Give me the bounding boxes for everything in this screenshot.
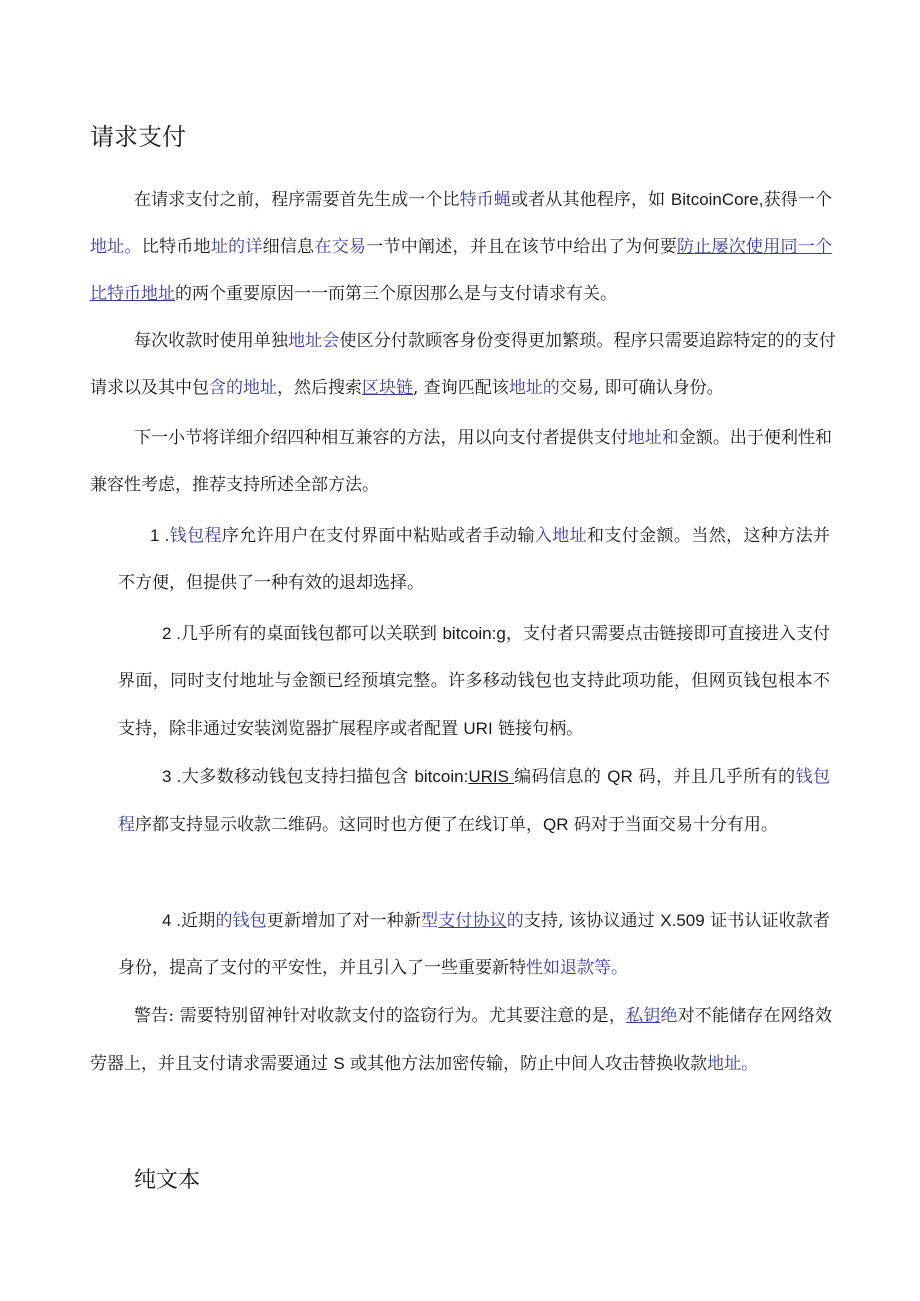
- list-item-method-3: [118, 753, 830, 849]
- text-run: 近期: [181, 911, 216, 931]
- text-run: 一节中阐述，并且在该节中给出了为何要: [366, 237, 677, 257]
- hyperlink-text[interactable]: 入地址: [534, 526, 587, 546]
- hyperlink-text[interactable]: 在交易: [314, 237, 367, 257]
- text-run: 序允许用户在支付界面中粘贴或者手动输: [221, 526, 535, 546]
- hyperlink-text[interactable]: 防止屡次使用同一个比特币地址: [90, 237, 833, 304]
- hyperlink-text[interactable]: 址的详: [210, 237, 263, 257]
- text-run: 的两个重要原因一一而第三个原因那么是与支付请求有关。: [175, 284, 617, 304]
- text-run: URI: [463, 719, 493, 738]
- text-run: 警告: 需要特别留神针对收款支付的盗窃行为。尤其要注意的是，: [134, 1006, 627, 1026]
- hyperlink-text[interactable]: 含的地址: [209, 378, 277, 398]
- paragraph-unique-address: [90, 318, 836, 412]
- text-run: 下一小节将详细介绍四种相互兼容的方法，用以向支付者提供支付: [134, 428, 628, 448]
- hyperlink-text[interactable]: 地址会: [288, 331, 340, 351]
- list-item-method-4: [118, 897, 830, 992]
- text-run: 获得一个: [763, 190, 833, 210]
- text-run: QR: [543, 815, 569, 834]
- hyperlink-text[interactable]: 型: [421, 911, 439, 931]
- text-run: 在请求支付之前，程序需要首先生成一个比: [134, 190, 460, 210]
- hyperlink-text[interactable]: 绝: [660, 1006, 678, 1026]
- text-run: 比特币地: [141, 237, 211, 257]
- hyperlink-text[interactable]: 钱包程: [169, 526, 222, 546]
- hyperlink-text[interactable]: 支付协议: [438, 911, 507, 931]
- hyperlink-text[interactable]: 的钱包: [215, 911, 267, 931]
- text-run: bitcoin:g: [442, 624, 506, 643]
- list-item-method-2: [118, 610, 830, 753]
- hyperlink-text[interactable]: 地址的: [508, 378, 560, 398]
- text-run: 码对于当面交易十分有用。: [568, 815, 778, 835]
- text-run: 几乎所有的桌面钱包都可以关联到: [180, 624, 443, 644]
- text-run: 1 .: [150, 526, 170, 545]
- text-run: X.509: [660, 911, 705, 930]
- text-run: bitcoin:: [414, 767, 469, 786]
- hyperlink-text[interactable]: 地址和: [627, 428, 679, 448]
- text-run: 更新增加了对一种新: [266, 911, 422, 931]
- hyperlink-text[interactable]: 地址。: [707, 1054, 759, 1074]
- text-run: 3 .: [162, 767, 182, 786]
- text-run: 或其他方法加密传输，防止中间人攻击替换收款: [344, 1054, 708, 1074]
- section-subtitle: 纯文本: [134, 1168, 201, 1193]
- text-run: 使区分付款顾客身份变得更加繁琐。程序只需要追踪特定的的支付请求以及其中包: [90, 331, 836, 398]
- text-run: 或者从其他程序，如: [511, 190, 671, 210]
- paragraph-intro: [90, 176, 832, 318]
- text-run: 证书认证收款者身份，提高了支付的平安性，并且引入了一些重要新特: [118, 911, 831, 978]
- text-run: 细信息: [262, 237, 315, 257]
- hyperlink-text[interactable]: 的: [506, 911, 524, 931]
- text-run: ，然后搜索: [277, 378, 362, 398]
- text-run: 4 .: [162, 911, 182, 930]
- text-run: , 查询匹配该: [413, 378, 509, 398]
- text-run: 金额。出于便利性和兼容性考虑，推荐支持所述全部方法。: [90, 428, 833, 495]
- text-run: 交易, 即可确认身份。: [559, 378, 724, 398]
- list-item-method-1: [118, 512, 830, 607]
- text-run: ，支付者只需要点击链接即可直接进入支付界面，同时支付地址与金额已经预填完整。许多移动钱包也支持此项功能，但网页钱包根本不支持，除非通过安装浏览器扩展程序或者配置: [118, 624, 831, 739]
- text-run: S: [333, 1054, 345, 1073]
- text-run: 2 .: [162, 624, 181, 643]
- text-run: 编码信息的: [514, 767, 608, 787]
- hyperlink-text[interactable]: 地址。: [90, 237, 142, 257]
- paragraph-methods-overview: [90, 415, 832, 509]
- text-run: QR: [607, 767, 633, 786]
- text-run: 序都支持显示收款二维码。这同时也方便了在线订单，: [135, 815, 543, 835]
- text-run: 和支付金额。当然，这种方法并不方便，但提供了一种有效的退却选择。: [118, 526, 831, 593]
- text-run: 码，并且几乎所有的: [632, 767, 796, 787]
- hyperlink-text[interactable]: 性如退款等。: [526, 958, 628, 978]
- text-run: 大多数移动钱包支持扫描包含: [181, 767, 415, 787]
- paragraph-warning: [90, 993, 832, 1088]
- hyperlink-text[interactable]: 钱包程: [118, 767, 831, 835]
- hyperlink-text[interactable]: 区块链: [362, 378, 413, 398]
- text-run: 支持, 该协议通过: [523, 911, 661, 931]
- hyperlink-text[interactable]: 私钥: [626, 1006, 661, 1026]
- text-run: BitcoinCore,: [670, 190, 764, 209]
- text-run: URIS: [468, 767, 515, 786]
- page-title: 请求支付: [90, 123, 186, 151]
- hyperlink-text[interactable]: 特币蝇: [459, 190, 512, 210]
- text-run: 对不能储存在网络效劳器上，并且支付请求需要通过: [90, 1006, 832, 1074]
- text-run: 链接句柄。: [492, 719, 584, 739]
- text-run: 每次收款时使用单独: [134, 331, 289, 351]
